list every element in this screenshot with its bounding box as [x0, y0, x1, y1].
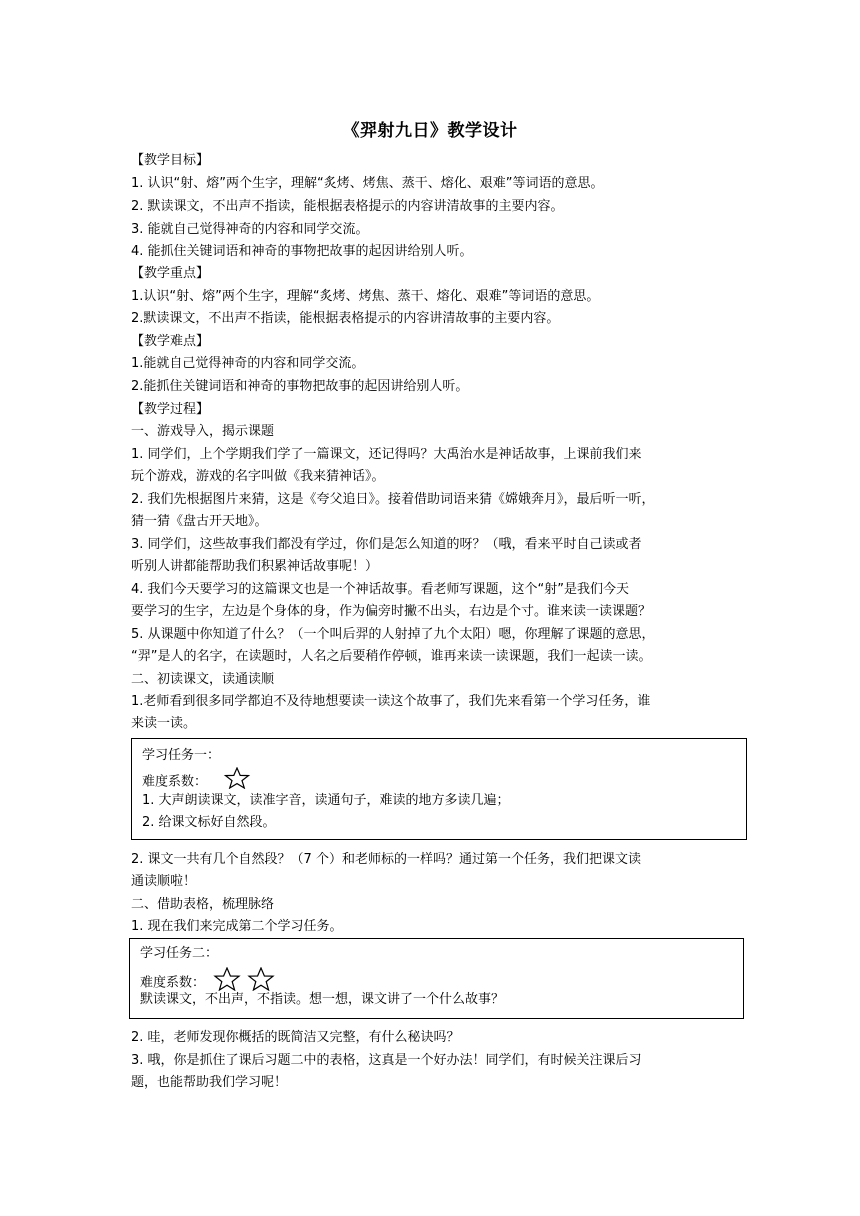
task-item: 默读课文，不出声，不指读。想一想，课文讲了一个什么故事？ [140, 992, 505, 1007]
task-item: 1. 大声朗读课文，读准字音，读通句子，难读的地方多读几遍； [142, 793, 510, 808]
paragraph-line: “羿”是人的名字，在读题时，人名之后要稍作停顿，谁再来读一读课题，我们一起读一读。 [131, 649, 652, 664]
task-title: 学习任务二： [140, 946, 219, 961]
task-item: 2. 给课文标好自然段。 [142, 815, 276, 830]
difficulty-label: 难度系数： [140, 975, 206, 991]
goal-item: 2. 默读课文，不出声不指读，能根据表格提示的内容讲清故事的主要内容。 [131, 199, 564, 214]
goal-item: 4. 能抓住关键词语和神奇的事物把故事的起因讲给别人听。 [131, 244, 473, 259]
paragraph-line: 来读一读。 [131, 716, 197, 731]
document-title: 《羿射九日》教学设计 [342, 121, 518, 141]
paragraph-line: 1. 现在我们来完成第二个学习任务。 [131, 919, 343, 934]
paragraph-line: 1. 同学们，上个学期我们学了一篇课文，还记得吗？大禹治水是神话故事，上课前我们来 [131, 447, 642, 462]
part1-heading: 一、游戏导入，揭示课题 [131, 424, 275, 439]
process-heading: 【教学过程】 [131, 402, 210, 417]
paragraph-line: 猜一猜《盘古开天地》。 [131, 514, 268, 529]
paragraph-line: 5. 从课题中你知道了什么？（一个叫后羿的人射掉了九个太阳）嗯，你理解了课题的意思， [131, 627, 655, 642]
difficult-item: 1.能就自己觉得神奇的内容和同学交流。 [131, 356, 365, 371]
paragraph-line: 4. 我们今天要学习的这篇课文也是一个神话故事。看老师写课题，这个“射”是我们今天 [131, 582, 630, 597]
paragraph-line: 要学习的生字，左边是个身体的身，作为偏旁时撇不出头，右边是个寸。谁来读一读课题？ [131, 604, 652, 619]
goal-item: 1. 认识“射、熔”两个生字，理解“炙烤、烤焦、蒸干、熔化、艰难”等词语的意思。 [131, 176, 604, 191]
difficult-item: 2.能抓住关键词语和神奇的事物把故事的起因讲给别人听。 [131, 379, 469, 394]
paragraph-line: 题，也能帮助我们学习呢！ [131, 1075, 288, 1090]
paragraph-line: 3. 同学们，这些故事我们都没有学过，你们是怎么知道的呀？（哦，看来平时自己读或者 [131, 537, 642, 552]
part3-heading: 二、借助表格，梳理脉络 [131, 897, 275, 912]
goal-item: 3. 能就自己觉得神奇的内容和同学交流。 [131, 222, 369, 237]
paragraph-line: 1.老师看到很多同学都迫不及待地想要读一读这个故事了，我们先来看第一个学习任务，谁 [131, 694, 651, 709]
key-heading: 【教学重点】 [131, 266, 210, 281]
key-item: 1.认识“射、熔”两个生字，理解“炙烤、烤焦、蒸干、熔化、艰难”等词语的意思。 [131, 289, 600, 304]
paragraph-line: 2. 哇，老师发现你概括的既简洁又完整，有什么秘诀吗？ [131, 1030, 460, 1045]
paragraph-line: 玩个游戏，游戏的名字叫做《我来猜神话》。 [131, 469, 385, 484]
part2-heading: 二、初读课文，读通读顺 [131, 672, 275, 687]
paragraph-line: 通读顺啦！ [131, 874, 197, 889]
task-box-1 [131, 738, 747, 840]
paragraph-line: 2. 我们先根据图片来猜，这是《夸父追日》。接着借助词语来猜《嫦娥奔月》，最后听一听， [131, 492, 655, 507]
goals-heading: 【教学目标】 [131, 153, 210, 168]
task-box-2 [129, 938, 744, 1019]
paragraph-line: 3. 哦，你是抓住了课后习题二中的表格，这真是一个好办法！同学们，有时候关注课后习 [131, 1053, 642, 1068]
paragraph-line: 2. 课文一共有几个自然段？（7 个）和老师标的一样吗？通过第一个任务，我们把课文读 [131, 852, 641, 867]
difficult-heading: 【教学难点】 [131, 334, 210, 349]
key-item: 2.默读课文，不出声不指读，能根据表格提示的内容讲清故事的主要内容。 [131, 311, 560, 326]
difficulty-label: 难度系数： [142, 774, 208, 790]
task-title: 学习任务一： [142, 748, 221, 763]
paragraph-line: 听别人讲都能帮助我们积累神话故事呢！） [131, 559, 379, 574]
